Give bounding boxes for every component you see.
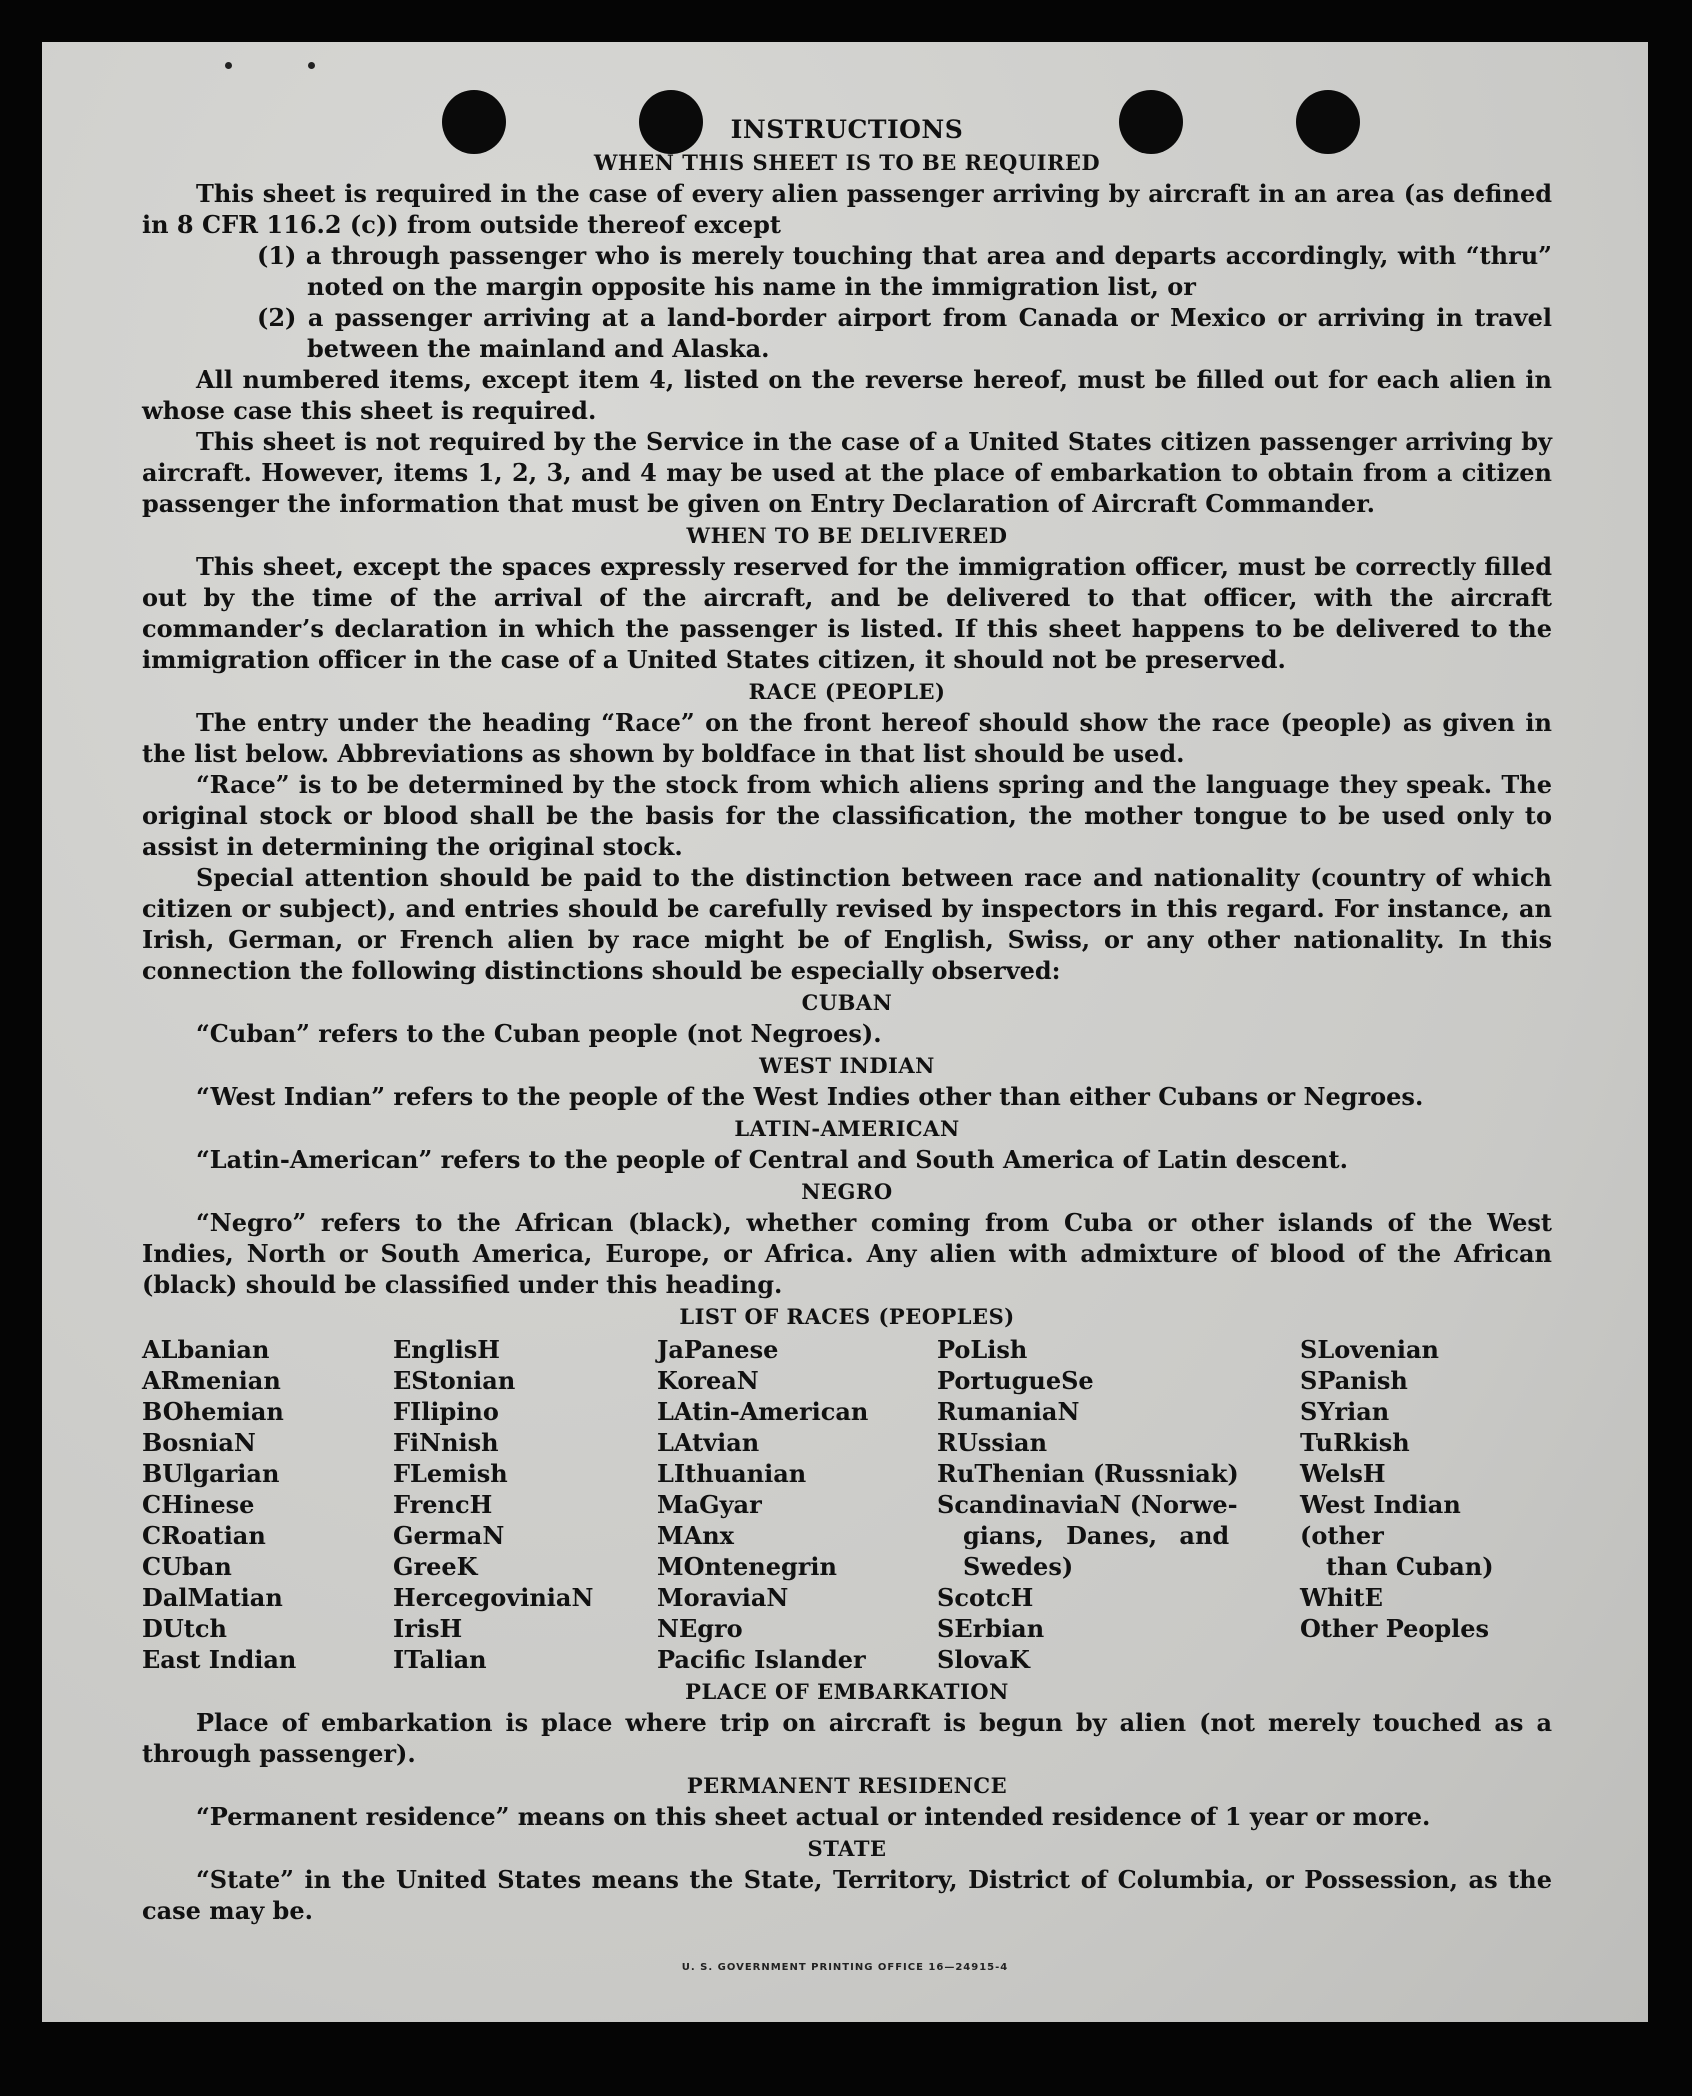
race-item: FrencH: [393, 1490, 493, 1519]
race-item: MaGyar: [657, 1490, 762, 1519]
section-heading: WHEN THIS SHEET IS TO BE REQUIRED: [593, 150, 1101, 175]
race-column: [393, 1334, 657, 1675]
race-item: SErbian: [937, 1614, 1045, 1643]
race-item: CUban: [142, 1552, 232, 1581]
race-item: ARmenian: [142, 1366, 281, 1395]
race-item: DUtch: [142, 1614, 227, 1643]
document-sheet: [42, 42, 1648, 2022]
race-item: EStonian: [393, 1366, 516, 1395]
section-heading: NEGRO: [801, 1179, 893, 1204]
paragraph: “Cuban” refers to the Cuban people (not Negroes).: [196, 1019, 882, 1048]
paragraph: “Permanent residence” means on this sheet actual or intended residence of 1 year or more.: [196, 1802, 1431, 1831]
paragraph: “West Indian” refers to the people of the West Indies other than either Cubans or Negroes.: [196, 1082, 1424, 1111]
race-item-continued: Swedes): [963, 1552, 1074, 1581]
section-heading: PERMANENT RESIDENCE: [686, 1773, 1008, 1798]
race-item: LAtvian: [657, 1428, 760, 1457]
printing-office-imprint: U. S. GOVERNMENT PRINTING OFFICE 16—24915-4: [681, 1962, 1009, 1973]
section-heading: LIST OF RACES (PEOPLES): [679, 1304, 1015, 1329]
list-item: (1) a through passenger who is merely touching that area and departs accordingly, with “thru” noted on the margin opposite his name in the immigration list, or: [257, 241, 1552, 301]
race-item: GreeK: [393, 1552, 478, 1581]
section-heading: CUBAN: [801, 990, 893, 1015]
race-item: CHinese: [142, 1490, 255, 1519]
paragraph: This sheet is not required by the Service in the case of a United States citizen passenger arriving by aircraft. However, items 1, 2, 3, and 4 may be used at the place of embarkation to obtain from a citizen passenger the information that must be given on Entry Declaration of Aircraft Commander.: [142, 427, 1552, 518]
race-item: MAnx: [657, 1521, 734, 1550]
race-item: NEgro: [657, 1614, 743, 1643]
paragraph: Special attention should be paid to the distinction between race and nationality (country of which citizen or subject), and entries should be carefully revised by inspectors in this regard. For instance, an Irish, German, or French alien by race might be of English, Swiss, or any other nationality. In this connection the following distinctions should be especially observed:: [142, 863, 1552, 985]
race-item-continued: than Cuban): [1326, 1552, 1494, 1581]
race-column: [937, 1334, 1300, 1675]
list-item: (2) a passenger arriving at a land-border airport from Canada or Mexico or arriving in travel between the mainland and Alaska.: [257, 303, 1552, 363]
paragraph: “Latin-American” refers to the people of Central and South America of Latin descent.: [196, 1145, 1348, 1174]
race-item: West Indian (other: [1300, 1490, 1461, 1550]
paragraph: All numbered items, except item 4, listed on the reverse hereof, must be filled out for each alien in whose case this sheet is required.: [142, 365, 1552, 425]
race-item: FiNnish: [393, 1428, 499, 1457]
section-heading: PLACE OF EMBARKATION: [685, 1679, 1009, 1704]
race-item: Pacific Islander: [657, 1645, 866, 1674]
race-item: BosniaN: [142, 1428, 256, 1457]
section-heading: WHEN TO BE DELIVERED: [686, 523, 1008, 548]
race-item: SLovenian: [1300, 1335, 1439, 1364]
race-item: FLemish: [393, 1459, 508, 1488]
race-item: LAtin-American: [657, 1397, 869, 1426]
race-list: [142, 1334, 1552, 1675]
section-heading: RACE (PEOPLE): [748, 679, 946, 704]
race-item: ScandinaviaN (Norwe-: [937, 1490, 1238, 1519]
race-item: CRoatian: [142, 1521, 266, 1550]
section-heading: WEST INDIAN: [759, 1053, 935, 1078]
race-item: RumaniaN: [937, 1397, 1080, 1426]
race-item: ALbanian: [142, 1335, 270, 1364]
race-item: RuThenian (Russniak): [937, 1459, 1239, 1488]
paragraph: This sheet, except the spaces expressly reserved for the immigration officer, must be correctly filled out by the time of the arrival of the aircraft, and be delivered to that officer, with the aircraft commander’s declaration in which the passenger is listed. If this sheet happens to be delivered to the immigration officer in the case of a United States citizen, it should not be preserved.: [142, 552, 1552, 674]
section-heading: STATE: [807, 1836, 887, 1861]
page-title: INSTRUCTIONS: [730, 115, 964, 144]
race-column: [657, 1334, 937, 1675]
race-item: PortugueSe: [937, 1366, 1094, 1395]
section-heading: LATIN-AMERICAN: [734, 1116, 960, 1141]
race-item: BOhemian: [142, 1397, 284, 1426]
race-item: RUssian: [937, 1428, 1048, 1457]
race-item: ITalian: [393, 1645, 487, 1674]
race-item: JaPanese: [657, 1335, 779, 1364]
race-item: SlovaK: [937, 1645, 1030, 1674]
race-item-continued: gians, Danes, and: [963, 1521, 1230, 1550]
race-item: BUlgarian: [142, 1459, 280, 1488]
race-item: FIlipino: [393, 1397, 499, 1426]
paragraph: “State” in the United States means the State, Territory, District of Columbia, or Possession, as the case may be.: [142, 1865, 1552, 1925]
pin-hole: [308, 62, 315, 69]
race-item: ScotcH: [937, 1583, 1034, 1612]
race-item: SYrian: [1300, 1397, 1390, 1426]
race-item: GermaN: [393, 1521, 505, 1550]
race-item: TuRkish: [1300, 1428, 1410, 1457]
paragraph: The entry under the heading “Race” on the front hereof should show the race (people) as given in the list below. Abbreviations as shown by boldface in that list should be used.: [142, 708, 1552, 768]
race-column: [142, 1334, 393, 1675]
race-column: [1300, 1334, 1552, 1675]
paragraph: “Race” is to be determined by the stock from which aliens spring and the language they speak. The original stock or blood shall be the basis for the classification, the mother tongue to be used only to assist in determining the original stock.: [142, 770, 1552, 861]
race-item: WelsH: [1300, 1459, 1386, 1488]
race-item: HercegoviniaN: [393, 1583, 594, 1612]
race-item: WhitE: [1300, 1583, 1383, 1612]
race-item: KoreaN: [657, 1366, 759, 1395]
paragraph: This sheet is required in the case of every alien passenger arriving by aircraft in an area (as defined in 8 CFR 116.2 (c)) from outside thereof except: [142, 179, 1552, 239]
pin-hole: [225, 62, 232, 69]
instructions-body: [142, 114, 1552, 1926]
race-item: SPanish: [1300, 1366, 1408, 1395]
race-item: MOntenegrin: [657, 1552, 837, 1581]
race-item: MoraviaN: [657, 1583, 789, 1612]
race-item: Other Peoples: [1300, 1614, 1490, 1643]
race-item: DalMatian: [142, 1583, 283, 1612]
race-item: East Indian: [142, 1645, 297, 1674]
race-item: EnglisH: [393, 1335, 500, 1364]
race-item: LIthuanian: [657, 1459, 807, 1488]
paragraph: Place of embarkation is place where trip on aircraft is begun by alien (not merely touched as a through passenger).: [142, 1708, 1552, 1768]
race-item: PoLish: [937, 1335, 1028, 1364]
race-item: IrisH: [393, 1614, 463, 1643]
paragraph: “Negro” refers to the African (black), whether coming from Cuba or other islands of the West Indies, North or South America, Europe, or Africa. Any alien with admixture of blood of the African (black) should be classified under this heading.: [142, 1208, 1552, 1299]
